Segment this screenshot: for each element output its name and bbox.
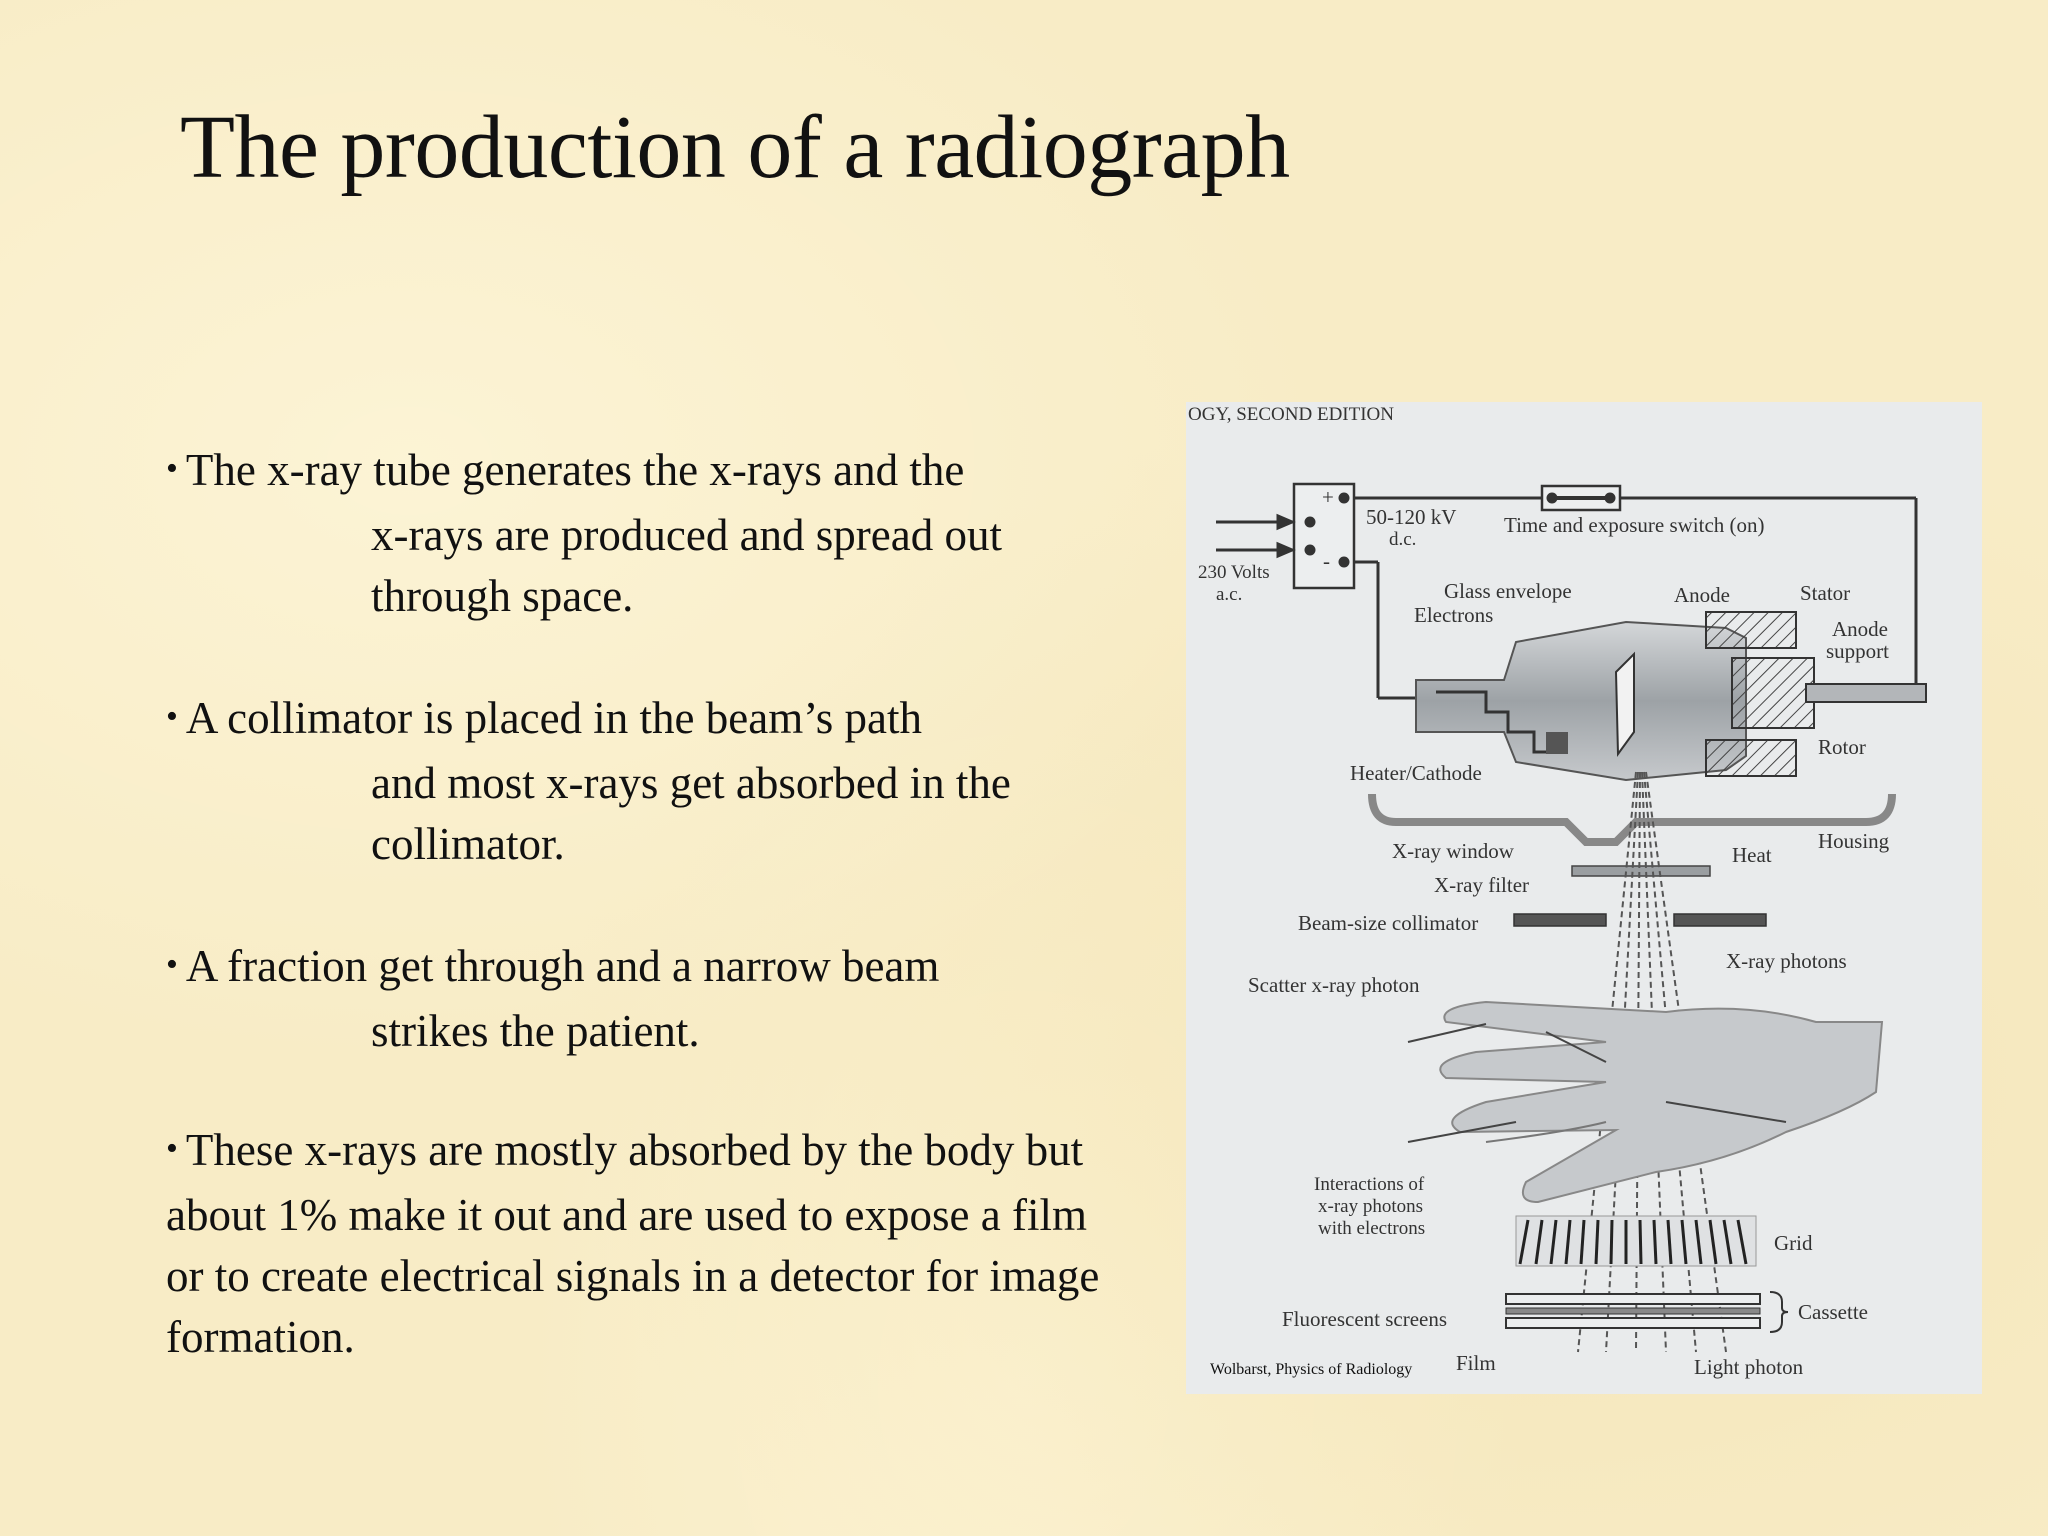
fluorescent-screens-label: Fluorescent screens xyxy=(1282,1307,1448,1331)
housing-label: Housing xyxy=(1818,829,1890,853)
figure-credit: Wolbarst, Physics of Radiology xyxy=(1210,1361,1413,1378)
slide-title: The production of a radiograph xyxy=(180,98,1290,197)
beam-collimator-label: Beam-size collimator xyxy=(1298,911,1479,935)
dc-label: d.c. xyxy=(1389,529,1417,550)
interactions-label-2: x-ray photons xyxy=(1318,1196,1424,1217)
bullet-item xyxy=(166,936,1126,1062)
bullet-item xyxy=(166,440,1126,627)
heat-label: Heat xyxy=(1732,843,1772,867)
minus-sign: - xyxy=(1323,549,1330,573)
bullet-lead-text: These x-rays are mostly absorbed by the body but about 1% make it out and are used to expose a film or to create electrical signals in a detector for image formation. xyxy=(166,1125,1100,1362)
switch-label: Time and exposure switch (on) xyxy=(1504,513,1765,537)
volts-label: 230 Volts xyxy=(1198,562,1270,583)
bullet-continuation-text: x-rays are produced and spread out through space. xyxy=(371,510,1002,621)
interactions-label-1: Interactions of xyxy=(1314,1174,1425,1195)
cassette-label: Cassette xyxy=(1798,1300,1868,1324)
stator-label: Stator xyxy=(1800,581,1851,605)
scatter-photon-label: Scatter x-ray photon xyxy=(1248,973,1420,997)
bullet-item xyxy=(166,688,1126,875)
xray-filter-label: X-ray filter xyxy=(1434,873,1530,897)
xray-diagram-figure xyxy=(1186,402,1982,1394)
ac-label: a.c. xyxy=(1216,584,1243,605)
bullet-item xyxy=(166,1120,1126,1368)
grid xyxy=(1516,1216,1756,1266)
interactions-label-3: with electrons xyxy=(1318,1218,1426,1239)
light-photon-label: Light photon xyxy=(1694,1355,1804,1379)
hand-silhouette xyxy=(1440,1002,1882,1202)
grid-label: Grid xyxy=(1774,1231,1813,1255)
anode-support-label-2: support xyxy=(1826,639,1889,663)
bullet-dot-icon: • xyxy=(166,698,178,735)
plus-sign: + xyxy=(1322,485,1334,509)
electrons-label: Electrons xyxy=(1414,603,1494,627)
bullet-lead-text: A collimator is placed in the beam’s path xyxy=(185,693,922,743)
kv-label: 50-120 kV xyxy=(1366,505,1457,529)
bullet-lead-text: The x-ray tube generates the x-rays and the xyxy=(185,445,965,495)
heater-cathode-label: Heater/Cathode xyxy=(1350,761,1482,785)
bullet-list xyxy=(166,440,1126,1429)
anode-label: Anode xyxy=(1674,583,1730,607)
figure-header: OGY, SECOND EDITION xyxy=(1188,404,1395,425)
xray-window-label: X-ray window xyxy=(1392,839,1514,863)
xray-diagram-svg xyxy=(1186,402,1982,1394)
film-label: Film xyxy=(1456,1351,1496,1375)
bullet-dot-icon: • xyxy=(166,946,178,983)
bullet-dot-icon: • xyxy=(166,1130,178,1167)
cassette xyxy=(1506,1292,1788,1332)
bullet-continuation-text: strikes the patient. xyxy=(371,1006,700,1056)
bullet-continuation-text: and most x-rays get absorbed in the collimator. xyxy=(371,758,1011,869)
bullet-dot-icon: • xyxy=(166,450,178,487)
xray-photons-label: X-ray photons xyxy=(1726,949,1847,973)
glass-envelope-label: Glass envelope xyxy=(1444,579,1572,603)
anode-support-label-1: Anode xyxy=(1832,617,1888,641)
bullet-lead-text: A fraction get through and a narrow beam xyxy=(185,941,940,991)
rotor-label: Rotor xyxy=(1818,735,1866,759)
